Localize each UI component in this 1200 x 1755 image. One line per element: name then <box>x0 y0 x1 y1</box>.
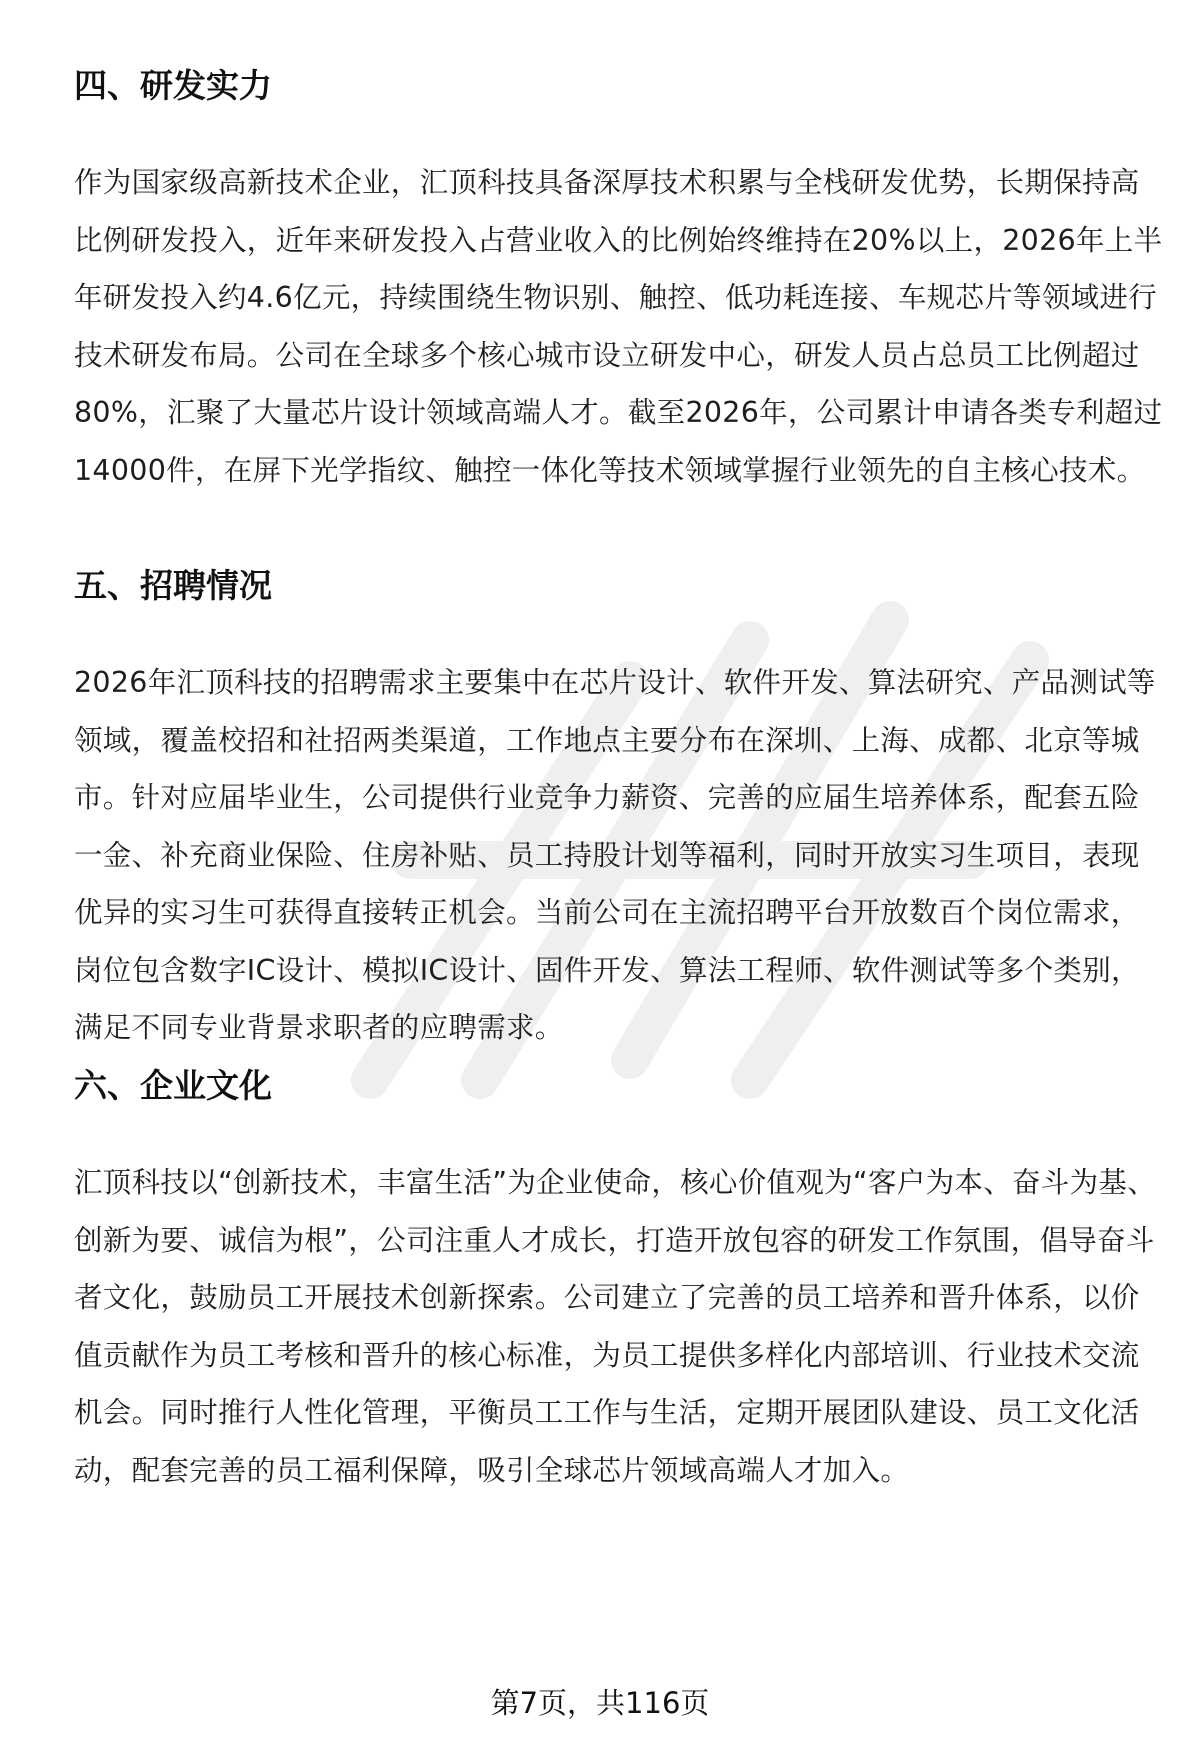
section-culture <box>74 1066 1166 1499</box>
section-recruitment <box>74 566 1166 1057</box>
section-paragraph: 作为国家级高新技术企业，汇顶科技具备深厚技术积累与全栈研发优势，长期保持高比例研发投入，近年来研发投入占营业收入的比例始终维持在20%以上，2026年上半年研发投入约4.6亿元，持续围绕生物识别、触控、低功耗连接、车规芯片等领域进行技术研发布局。公司在全球多个核心城市设立研发中心，研发人员占总员工比例超过80%，汇聚了大量芯片设计领域高端人才。截至2026年，公司累计申请各类专利超过14000件，在屏下光学指纹、触控一体化等技术领域掌握行业领先的自主核心技术。 <box>74 166 1163 487</box>
section-heading: 四、研发实力 <box>74 66 272 105</box>
page-number: 第7页，共116页 <box>490 1686 710 1720</box>
section-heading: 六、企业文化 <box>74 1066 272 1105</box>
section-paragraph: 汇顶科技以“创新技术，丰富生活”为企业使命，核心价值观为“客户为本、奋斗为基、创新为要、诚信为根”，公司注重人才成长，打造开放包容的研发工作氛围，倡导奋斗者文化，鼓励员工开展技术创新探索。公司建立了完善的员工培养和晋升体系，以价值贡献作为员工考核和晋升的核心标准，为员工提供多样化内部培训、行业技术交流机会。同时推行人性化管理，平衡员工工作与生活，定期开展团队建设、员工文化活动，配套完善的员工福利保障，吸引全球芯片领域高端人才加入。 <box>74 1166 1156 1487</box>
section-paragraph: 2026年汇顶科技的招聘需求主要集中在芯片设计、软件开发、算法研究、产品测试等领域，覆盖校招和社招两类渠道，工作地点主要分布在深圳、上海、成都、北京等城市。针对应届毕业生，公司提供行业竞争力薪资、完善的应届生培养体系，配套五险一金、补充商业保险、住房补贴、员工持股计划等福利，同时开放实习生项目，表现优异的实习生可获得直接转正机会。当前公司在主流招聘平台开放数百个岗位需求，岗位包含数字IC设计、模拟IC设计、固件开发、算法工程师、软件测试等多个类别，满足不同专业背景求职者的应聘需求。 <box>74 666 1156 1044</box>
section-rnd <box>74 66 1166 499</box>
section-heading: 五、招聘情况 <box>74 566 272 605</box>
